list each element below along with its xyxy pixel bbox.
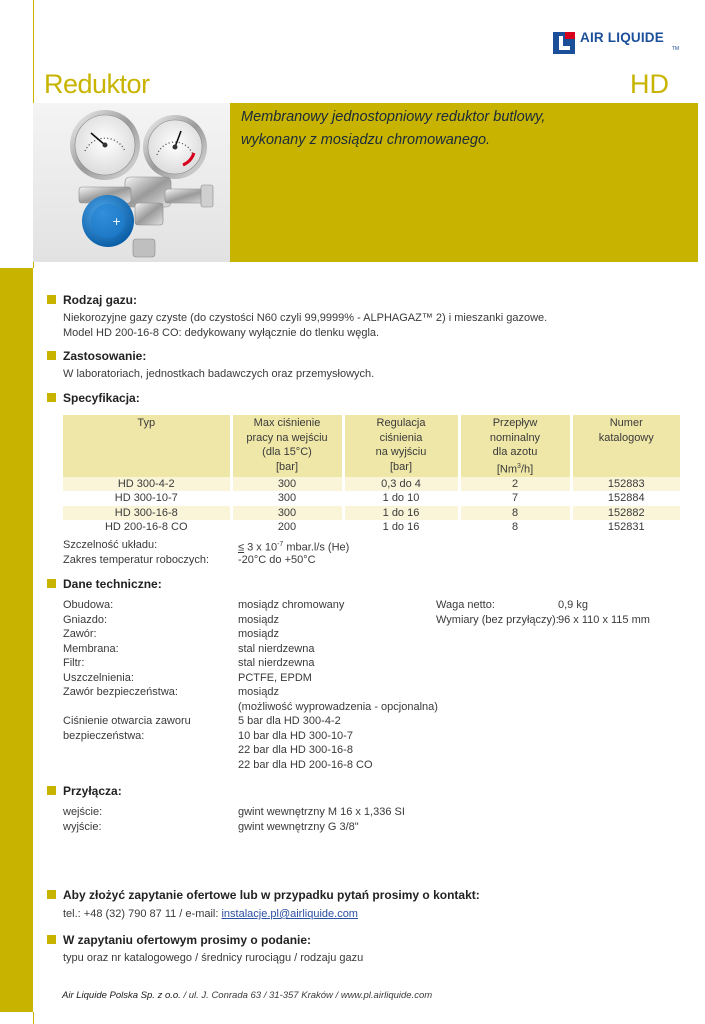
section-heading-specification: Specyfikacja: [47, 391, 140, 405]
tech-value: mosiądz [238, 628, 279, 640]
cell-max-pressure: 300 [231, 506, 343, 521]
air-liquide-logo [553, 24, 681, 58]
weight-label: Waga netto: [436, 599, 495, 611]
accent-line-bottom [33, 1012, 34, 1024]
col-header-catalog-number: Numer katalogowy [571, 415, 680, 477]
bullet-square-icon [47, 295, 56, 304]
tagline-line-1: Membranowy jednostopniowy reduktor butlowy, [241, 109, 546, 125]
section-heading-application: Zastosowanie: [47, 349, 146, 363]
page-title: Reduktor [44, 69, 150, 99]
accent-sidebar [0, 268, 33, 1012]
tech-value: stal nierdzewna [238, 642, 315, 655]
cell-flow: 7 [459, 491, 571, 506]
weight-value: 0,9 kg [558, 599, 588, 611]
table-row [63, 520, 680, 535]
cell-regulation: 1 do 10 [343, 491, 459, 506]
gas-type-line-2: Model HD 200-16-8 CO: dedykowany wyłącznie do tlenku węgla. [63, 326, 380, 339]
regulator-photo [33, 103, 230, 262]
bullet-square-icon [47, 351, 56, 360]
outlet-value: gwint wewnętrzny G 3/8" [238, 821, 359, 833]
contact-line: tel.: +48 (32) 790 87 11 / e-mail: instalacje.pl@airliquide.com [63, 908, 358, 920]
logo-text: AIR LIQUIDE [580, 30, 664, 45]
table-row [63, 491, 680, 506]
bullet-square-icon [47, 890, 56, 899]
pressure-regulator-image [33, 103, 230, 262]
tech-value: mosiądz [238, 686, 279, 698]
inlet-label: wejście: [63, 806, 103, 818]
tech-label: Obudowa: [63, 599, 114, 611]
footer-address: / ul. J. Conrada 63 / 31-357 Kraków / www.pl.airliquide.com [180, 990, 433, 1001]
inquiry-line: typu oraz nr katalogowego / średnicy rurociągu / rodzaju gazu [63, 952, 364, 964]
tech-value: (możliwość wyprowadzenia - opcjonalna) [238, 700, 438, 713]
table-row [63, 506, 680, 521]
tagline-line-2: wykonany z mosiądzu chromowanego. [241, 132, 491, 148]
cell-catalog-number: 152882 [571, 506, 680, 521]
tech-label: Zawór: [63, 628, 97, 640]
section-heading-contact: Aby złożyć zapytanie ofertowe lub w przypadku pytań prosimy o kontakt: [47, 888, 480, 902]
section-heading-gas-type: Rodzaj gazu: [47, 293, 137, 307]
tech-label: Gniazdo: [63, 613, 108, 626]
cell-catalog-number: 152831 [571, 520, 680, 535]
product-code: HD [630, 69, 669, 99]
tech-value: stal nierdzewna [238, 657, 315, 669]
cell-flow: 8 [459, 506, 571, 521]
bullet-square-icon [47, 935, 56, 944]
cell-catalog-number: 152883 [571, 477, 680, 492]
hero-tagline [241, 106, 661, 152]
table-header-row [63, 415, 680, 477]
tech-value: PCTFE, EPDM [238, 671, 312, 684]
tech-label: Filtr: [63, 657, 85, 669]
application-line-1: W laboratoriach, jednostkach badawczych oraz przemysłowych. [63, 368, 375, 380]
cell-regulation: 1 do 16 [343, 520, 459, 535]
cell-type: HD 300-10-7 [63, 491, 231, 506]
leak-tightness-label: Szczelność układu: [63, 539, 158, 551]
footer-company: Air Liquide Polska Sp. z o.o. [62, 990, 181, 1001]
cell-max-pressure: 300 [231, 491, 343, 506]
tech-label: Membrana: [63, 642, 119, 655]
tech-label: Uszczelnienia: [63, 671, 134, 684]
tech-value: 10 bar dla HD 300-10-7 [238, 729, 353, 742]
col-header-regulation: Regulacja ciśnienia na wyjściu [bar] [343, 415, 459, 477]
air-liquide-logo-mark-icon [553, 32, 575, 54]
temperature-range-label: Zakres temperatur roboczych: [63, 554, 210, 566]
tech-value: mosiądz [238, 613, 279, 626]
section-heading-inquiry: W zapytaniu ofertowym prosimy o podanie: [47, 933, 311, 947]
bullet-square-icon [47, 393, 56, 402]
tech-value: mosiądz chromowany [238, 599, 345, 611]
tech-value: 5 bar dla HD 300-4-2 [238, 715, 341, 727]
logo-trademark: TM [671, 46, 679, 52]
svg-text:+: + [112, 215, 122, 228]
bullet-square-icon [47, 786, 56, 795]
cell-regulation: 0,3 do 4 [343, 477, 459, 492]
gas-type-line-1: Niekorozyjne gazy czyste (do czystości N60 czyli 99,9999% - ALPHAGAZ™ 2) i mieszanki gazowe. [63, 312, 548, 324]
tech-label: Zawór bezpieczeństwa: [63, 686, 178, 698]
cell-type: HD 300-4-2 [63, 477, 231, 492]
tech-value: 22 bar dla HD 300-16-8 [238, 744, 353, 756]
cell-type: HD 300-16-8 [63, 506, 231, 521]
bullet-square-icon [47, 579, 56, 588]
col-header-flow: Przepływ nominalny dla azotu [Nm$^3$/h] [459, 415, 571, 477]
section-heading-technical: Dane techniczne: [47, 577, 162, 591]
leak-tightness-value: ≤ 3 x $10^{-7}$ mbar.l/s (He) [238, 541, 350, 554]
cell-catalog-number: 152884 [571, 491, 680, 506]
cell-type: HD 200-16-8 CO [63, 520, 231, 535]
outlet-label: wyjście: [63, 821, 102, 833]
tech-label: bezpieczeństwa: [63, 729, 145, 742]
specification-table [63, 415, 680, 535]
footer [62, 990, 432, 1001]
tech-value: 22 bar dla HD 200-16-8 CO [238, 758, 373, 771]
cell-flow: 8 [459, 520, 571, 535]
col-header-type: Typ [63, 415, 231, 477]
cell-flow: 2 [459, 477, 571, 492]
cell-max-pressure: 300 [231, 477, 343, 492]
col-header-max-pressure: Max ciśnienie pracy na wejściu (dla 15°C) [bar] [231, 415, 343, 477]
cell-regulation: 1 do 16 [343, 506, 459, 521]
dimensions-label: Wymiary (bez przyłączy): [436, 613, 559, 626]
contact-email-link[interactable]: instalacje.pl@airliquide.com [221, 908, 358, 920]
cell-max-pressure: 200 [231, 520, 343, 535]
dimensions-value: 96 x 110 x 115 mm [558, 613, 650, 626]
inlet-value: gwint wewnętrzny M 16 x 1,336 SI [238, 806, 405, 818]
tech-label: Ciśnienie otwarcia zaworu [63, 715, 191, 727]
temperature-range-value: -20°C do +50°C [238, 554, 316, 566]
table-row [63, 477, 680, 492]
section-heading-connections: Przyłącza: [47, 784, 122, 798]
